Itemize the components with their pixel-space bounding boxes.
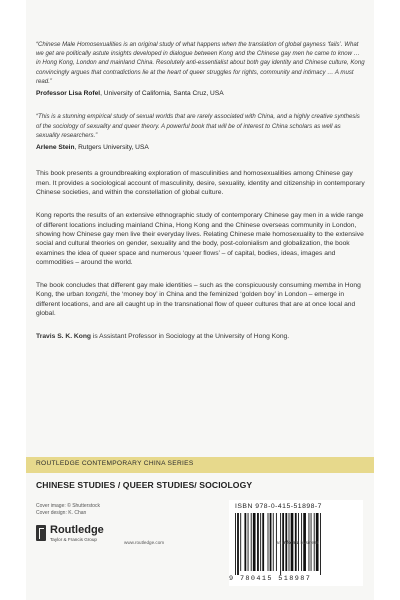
endorsement-quote [36,40,366,86]
publisher-website: www.routledge.com [124,540,165,545]
barcode-bar [273,513,274,571]
barcode-bar [268,513,269,571]
barcode-bar [237,513,239,575]
barcode-bar [244,513,246,571]
endorsement-stein [36,112,366,152]
barcode-bar [248,513,249,571]
barcode-bar [262,513,264,571]
blurb-paragraph-1: This book presents a groundbreaking exploration of masculinities and homosexualities among Chinese gay men. It provides a sociological account of masculinity, desire, sexuality, identity and citizenship in contemporary Chinese societies, and within the constellation of global culture. [36,170,365,197]
routledge-logo-icon [36,525,46,541]
informa-prefix: an [276,540,283,545]
publisher-group: Taylor & Francis Group [50,537,97,542]
series-title: ROUTLEDGE CONTEMPORARY CHINA SERIES [36,460,194,467]
barcode-bar [253,513,256,571]
endorser-name: Professor Lisa Rofel [36,90,101,98]
cover-design-credit: Cover design: K. Chan [36,510,87,517]
blurb-text: The book concludes that different gay male identities – such as the conspicuously consuming [36,282,314,290]
blurb-text: , the ‘money boy’ in China and the feminized ‘golden boy’ in London – emerge in different locations, and are all caught up in the transnational flow of queer cultures that are at once local and global. [36,291,356,317]
barcode-bar [257,513,259,571]
barcode-bar [270,513,272,571]
cover-text [36,40,366,342]
barcode-bar [320,513,321,575]
publisher-name: Routledge [50,524,104,536]
barcode-bar [260,513,261,571]
book-title-inline: “Chinese Male Homosexualities [36,41,122,48]
series-band [26,457,374,473]
informa-name: informa [282,540,300,545]
barcode-digits: 9 780415 518987 [229,575,312,583]
blurb-term: memba [313,282,336,290]
endorsement-attribution [36,143,366,152]
subject-categories: CHINESE STUDIES / QUEER STUDIES/ SOCIOLOGY [36,480,253,490]
blurb-paragraph-3 [36,281,366,318]
endorser-affiliation: , University of California, Santa Cruz, USA [100,90,224,98]
cover-image-credit: Cover image: © Shutterstock [36,503,100,509]
isbn-label: ISBN 978-0-415-51898-7 [235,503,322,510]
informa-line [276,540,319,545]
barcode-bar [240,513,241,571]
endorser-affiliation: , Rutgers University, USA [74,144,149,152]
cover-panel [26,0,374,600]
endorsement-text: is an original study of what happens when the translation of global gayness ‘fails’. What we get are politically astute insights developed in dialogue between Kong and the Chinese gay men he came to know … in Hong Kong, London and mainland China. Resolutely anti-essentialist about both gay identity and Chinese culture, Kong convincingly argues that contradictions lie at the heart of queer struggles for rights, community and intimacy … A must read.” [36,41,365,85]
cover-credits [36,503,100,517]
barcode-bar [235,513,236,575]
endorsement-rofel [36,40,366,98]
publisher-logo [36,523,196,545]
informa-suffix: business [299,540,319,545]
blurb-term: tongzhi [85,291,108,299]
blurb-paragraph-2: Kong reports the results of an extensive ethnographic study of contemporary Chinese gay men in a wide range of different locations including mainland China, Hong Kong and the Chinese overseas community in London, showing how Chinese gay men live their everyday lives. Relating Chinese male homosexuality to the extensive social and cultural theories on gender, sexuality and the body, post-colonialism and globalization, the book examines the idea of queer space and numerous ‘queer flows’ – of capital, bodies, ideas, images and commodities – around the world. [36,212,364,266]
author-bio [36,332,366,341]
endorser-name: Arlene Stein [36,144,75,152]
endorsement-attribution [36,89,366,98]
author-bio-text: is Assistant Professor in Sociology at the University of Hong Kong. [91,333,290,341]
endorsement-quote: “This is a stunning empirical study of sexual worlds that are rarely associated with China, and a highly creative synthesis of the sociology of sexuality and queer theory. A powerful book that will be of interest to China scholars as well as sexuality researchers.” [36,113,360,139]
author-name: Travis S. K. Kong [36,333,91,341]
blurb-text: in Hong Kong, the urban [36,282,361,299]
barcode-bar [251,513,252,571]
